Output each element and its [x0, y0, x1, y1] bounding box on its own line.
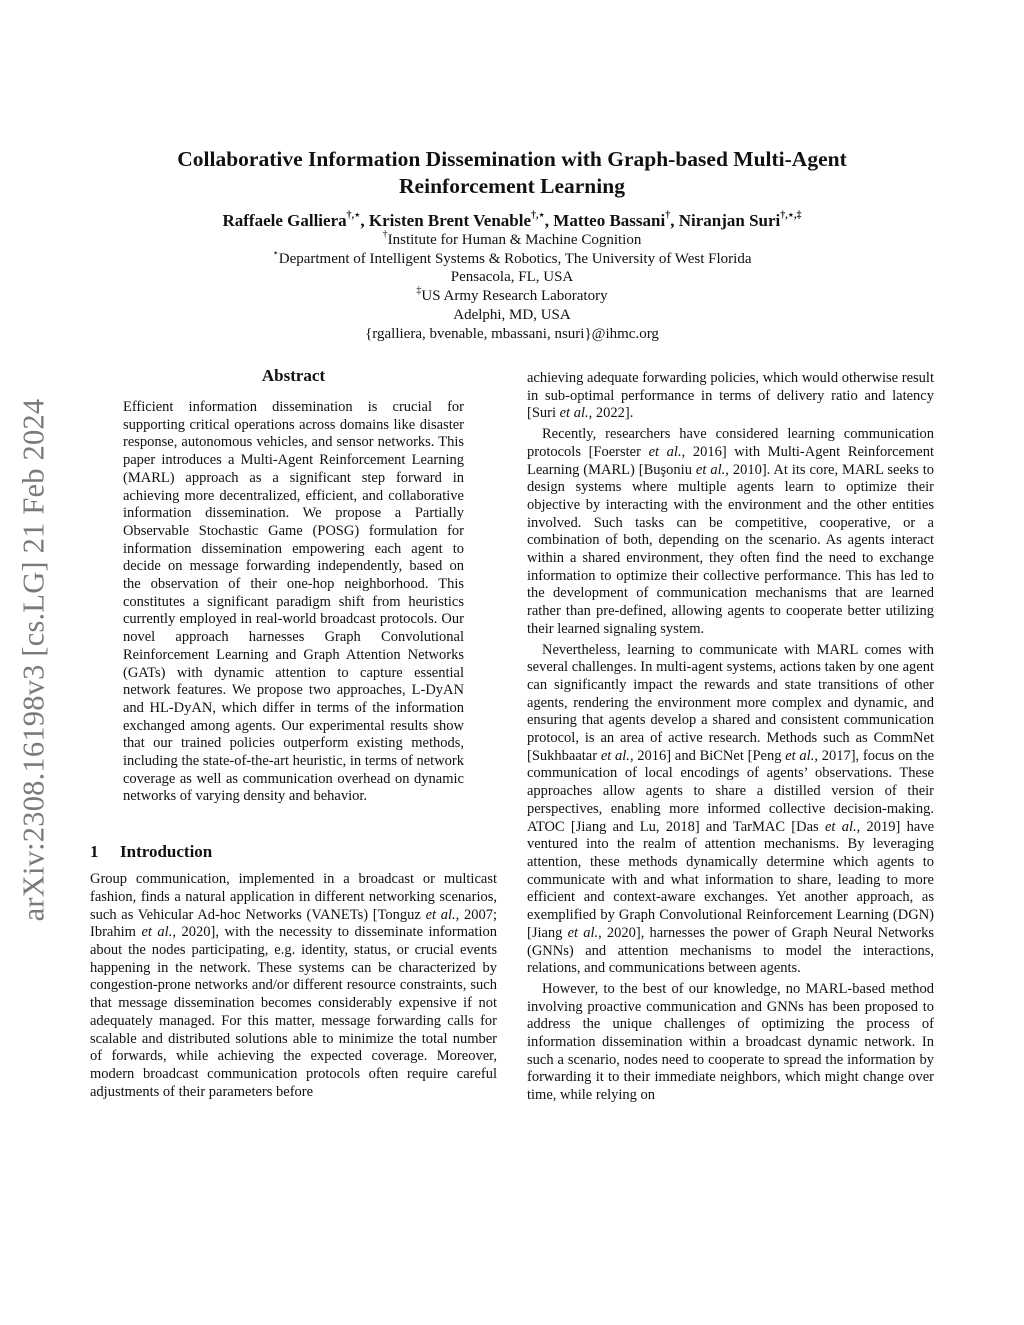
citation-etal: et al.: [824, 818, 857, 835]
citation-etal: et al.: [695, 461, 726, 478]
text-run: , 2019] have ventured into the realm of attention mechanisms. By leveraging attention, these methods dynamically determine which agents to communicate with and what information to share, leading to more efficient and context-aware exchanges. Yet another approach, as exemplified by Graph Convolutional Reinforcement Learning (DGN) [Jiang: [527, 818, 935, 941]
intro-paragraph-1-continued: [527, 370, 934, 423]
title-line-2: Reinforcement Learning: [399, 174, 625, 198]
intro-paragraph-3: [527, 642, 934, 978]
text-run: , 2022].: [588, 405, 634, 422]
affiliation-name: Institute for Human & Machine Cognition: [387, 232, 642, 248]
arxiv-identifier: arXiv:2308.16198v3 [cs.LG] 21 Feb 2024: [16, 398, 51, 922]
author-emails: {rgalliera, bvenable, mbassani, nsuri}@ihmc.org: [365, 325, 659, 342]
affiliation-arl-location: Adelphi, MD, USA: [453, 306, 571, 323]
author-name: Matteo Bassani: [553, 211, 666, 230]
citation-etal: et al.: [559, 405, 589, 422]
citation-etal: et al.: [425, 906, 456, 923]
abstract-text: Efficient information dissemination is crucial for supporting critical operations across domains like disaster response, autonomous vehicles, and sensor networks. This paper introduces a Multi-Agent Reinforcement Learning (MARL) approach as a significant step forward in achieving more decentralized, efficient, and collaborative information dissemination. We propose a Partially Observable Stochastic Game (POSG) formulation for information dissemination empowering each agent to decide on message forwarding independently, based on the observation of their one-hop neighborhood. This constitutes a significant paradigm shift from heuristics currently employed in real-world broadcast protocols. Our novel approach harnesses Graph Convolutional Reinforcement Learning and Graph Attention Networks (GATs) with dynamic attention to capture essential network features. We propose two approaches, L-DyAN and HL-DyAN, which differ in terms of the information exchanged among agents. Our experimental results show that our trained policies outperform existing methods, including the state-of-the-art heuristic, in terms of network coverage as well as communication overhead on dynamic networks of varying density and behavior.: [123, 399, 464, 805]
affiliation-mark: †: [382, 229, 388, 240]
paper-title: [100, 146, 924, 200]
text-run: Group communication, implemented in a broadcast or multicast fashion, finds a natural application in different networking scenarios, such as Vehicular Ad-hoc Networks (VANETs) [Tonguz: [90, 871, 497, 923]
author-name: Raffaele Galliera: [222, 211, 347, 230]
section-heading-introduction: [90, 842, 497, 862]
author-name: Niranjan Suri: [678, 211, 781, 230]
text-run: , 2016] and BiCNet [Peng: [629, 747, 786, 764]
text-run: However, to the best of our knowledge, no MARL-based method involving proactive communication and GNNs has been proposed to address the unique challenges of optimizing the process of information dissemination within a broadcast dynamic network. In such a scenario, nodes need to cooperate to spread the information by forwarding it to their immediate neighbors, which might change over time, while relying on: [527, 980, 934, 1104]
author-list: [90, 210, 934, 232]
citation-etal: et al.: [600, 747, 630, 764]
affiliation-uwf-location: Pensacola, FL, USA: [450, 269, 574, 286]
affiliation-name: US Army Research Laboratory: [421, 288, 608, 305]
intro-paragraph-2: [527, 426, 934, 638]
text-run: , 2020], harnesses the power of Graph Neural Networks (GNNs) and attention mechanisms to model the interactions, relations, and communications between agents.: [527, 924, 934, 977]
author-separator: ,: [670, 211, 679, 230]
affiliation-mark: ‡: [416, 285, 422, 297]
intro-paragraph-4: [527, 981, 934, 1105]
section-title: Introduction: [120, 842, 213, 862]
text-run: Recently, researchers have considered learning communication protocols [Foerster: [527, 426, 934, 460]
affiliations: [100, 231, 924, 343]
author: [679, 211, 802, 230]
right-column: [527, 370, 934, 1105]
author: [222, 211, 368, 230]
author: [369, 211, 553, 230]
text-run: , 2017], focus on the communication of local encodings of agents’ observations. These approaches allow agents to share a distilled version of their perspectives, enabling more informed collective decision-making. ATOC [Jiang and Lu, 2018] and TarMAC [Das: [527, 747, 935, 835]
affiliation-mark: ⋆: [272, 247, 279, 259]
citation-etal: et al.: [141, 924, 173, 941]
author: [553, 211, 678, 230]
left-column: [90, 366, 497, 1101]
arxiv-sidebar: [14, 300, 54, 1020]
text-run: , 2020], with the necessity to disseminate information about the nodes participating, e.g. identity, status, or crucial events happening in the network. These systems can be characterized by congestion-prone networks and/or different resource constraints, such that message dissemination becomes considerably expensive if not adequately managed. For this matter, message forwarding calls for scalable and distributed solutions able to minimize the total number of forwards, while achieving the expected coverage. Moreover, modern broadcast communication protocols often require careful adjustments of their parameters before: [90, 924, 497, 1100]
author-affiliation-marks: †,⋆: [346, 210, 361, 222]
text-run: , 2007; Ibrahim: [90, 906, 497, 941]
abstract-heading: Abstract: [261, 366, 326, 385]
citation-etal: et al.: [785, 747, 815, 764]
title-line-1: Collaborative Information Dissemination with Graph-based Multi-Agent: [177, 147, 847, 171]
citation-etal: et al.: [567, 924, 599, 941]
author-name: Kristen Brent Venable: [368, 211, 532, 230]
citation-etal: et al.: [648, 443, 682, 460]
affiliation-name: Department of Intelligent Systems & Robotics, The University of West Florida: [278, 250, 752, 267]
section-number: 1: [90, 842, 99, 862]
affiliation-ihmc: [100, 231, 924, 250]
text-run: , 2010]. At its core, MARL seeks to design systems where multiple agents learn to optimize their objective by interacting with the environment and the other entities involved. Such tasks can be competitive, cooperative, or a combination of both, depending on the scenario. As agents interact within a shared environment, they often find the need to exchange information to optimize their collective performance. This has led to the development of communication mechanisms that are learned rather than pre-defined, allowing agents to cooperate better utilizing their learned signaling system.: [527, 461, 934, 637]
affiliation-arl: [100, 287, 924, 306]
author-affiliation-marks: †,⋆: [531, 210, 545, 222]
author-separator: ,: [360, 211, 369, 230]
text-run: Nevertheless, learning to communicate with MARL comes with several challenges. In multi-agent systems, actions taken by one agent can significantly impact the rewards and state transitions of other agents, rendering the environment more complex and dynamic, and ensuring that agents develop a shared and consistent communication protocol, is an area of active research. Methods such as CommNet [Sukhbaatar: [527, 641, 934, 764]
author-affiliation-marks: †,⋆,‡: [780, 210, 802, 222]
text-run: achieving adequate forwarding policies, which would otherwise result in sub-optimal performance in terms of delivery ratio and latency [Suri: [527, 370, 934, 422]
author-separator: ,: [544, 211, 554, 230]
text-run: , 2016] with Multi-Agent Reinforcement Learning (MARL) [Buşoniu: [527, 443, 934, 478]
author-affiliation-marks: †: [665, 210, 671, 222]
affiliation-uwf: [100, 247, 924, 269]
intro-paragraph-1: [90, 871, 497, 1101]
